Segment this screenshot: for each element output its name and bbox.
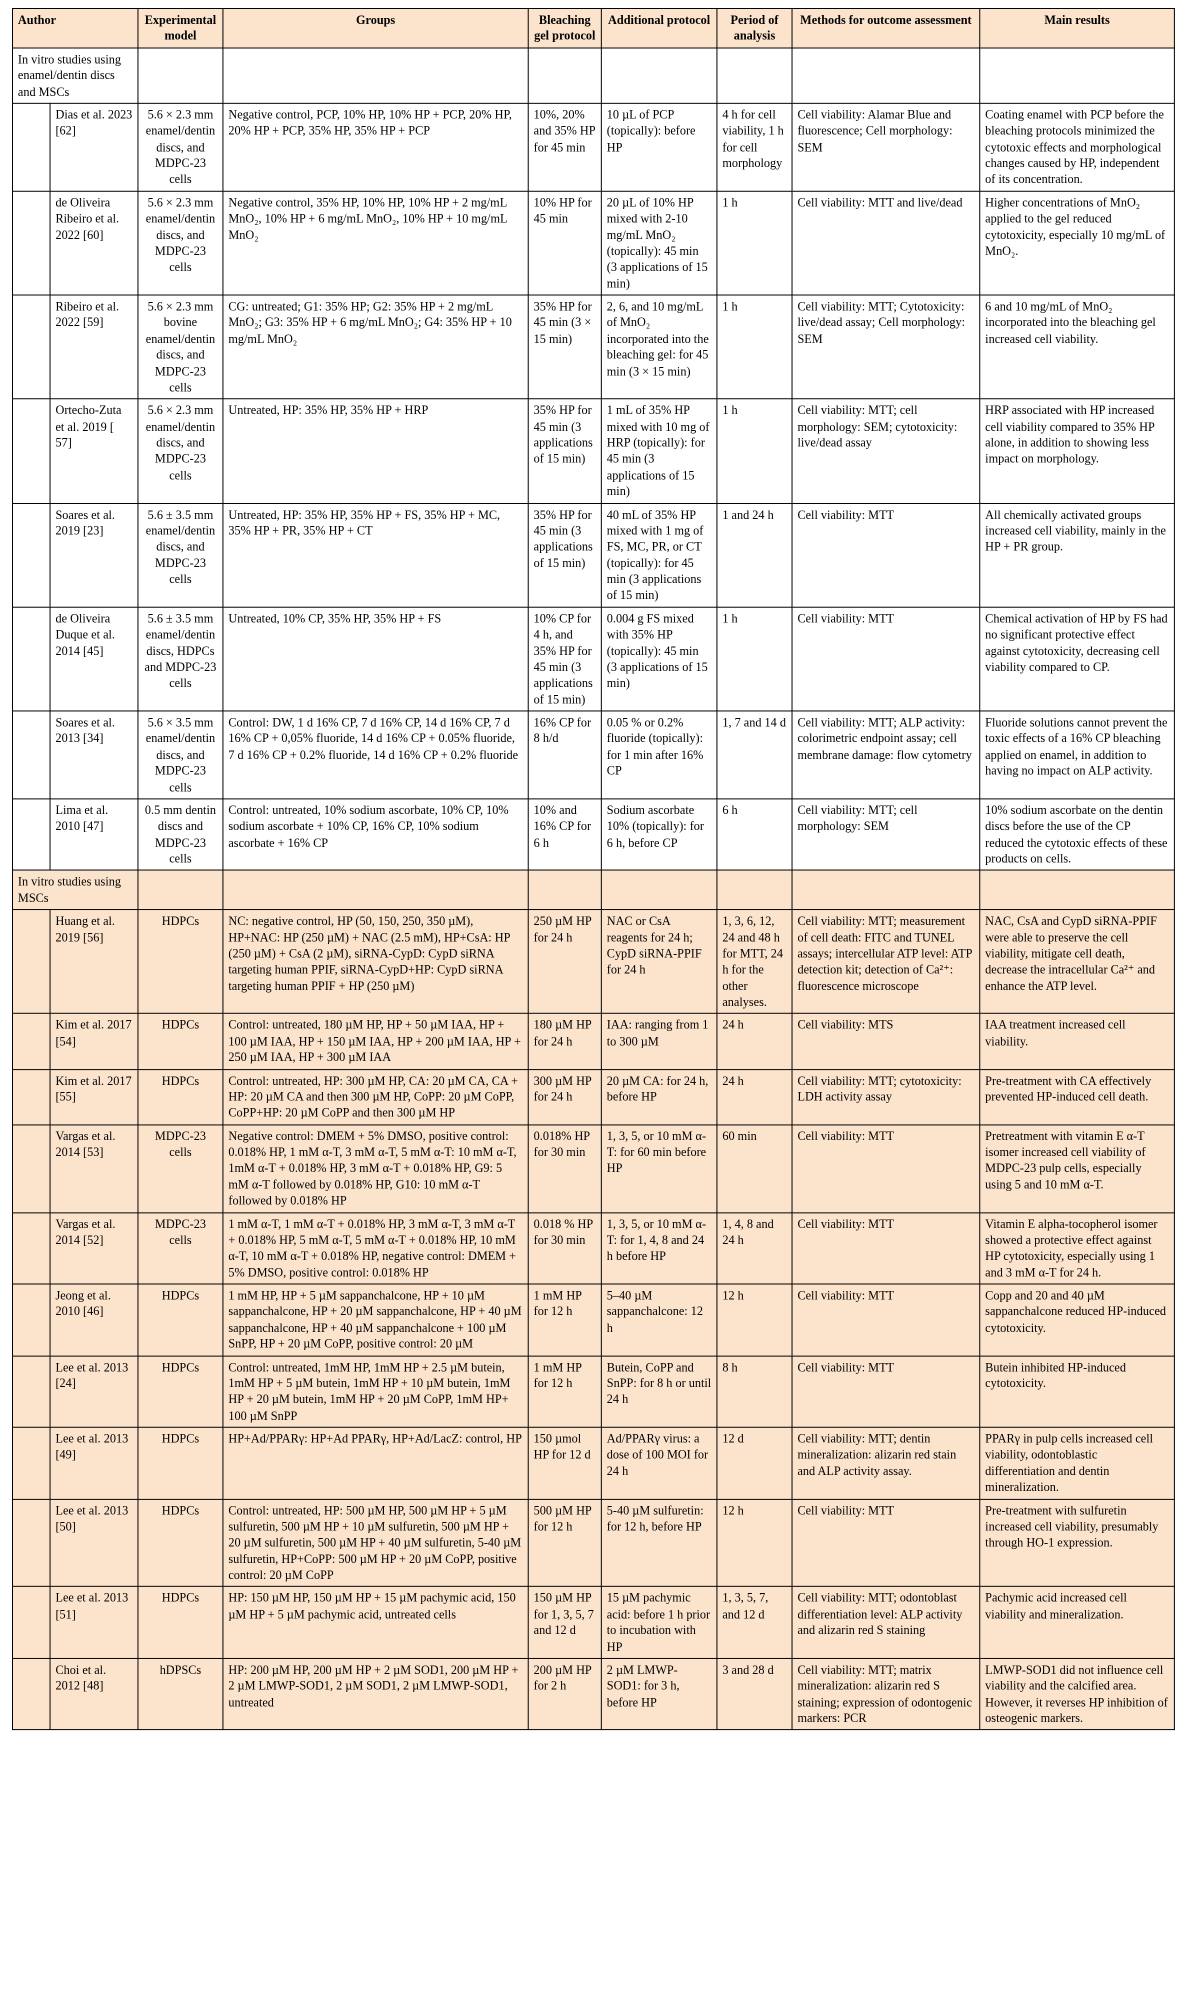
cell-main-results: Pachymic acid increased cell viability and mineralization.	[980, 1587, 1175, 1659]
cell-period: 1 h	[717, 607, 792, 711]
cell-experimental-model: 5.6 × 3.5 mm enamel/dentin discs, and MDPC-23 cells	[138, 711, 223, 799]
cell-author: Soares et al. 2019 [23]	[50, 503, 138, 607]
table-row	[12, 191, 1174, 295]
section-row	[12, 870, 1174, 909]
cell-methods: Cell viability: MTT; Cytotoxicity: live/dead assay; Cell morphology: SEM	[792, 295, 980, 399]
cell-groups: HP+Ad/PPARγ: HP+Ad PPARγ, HP+Ad/LacZ: control, HP	[223, 1427, 528, 1499]
cell-experimental-model: MDPC-23 cells	[138, 1212, 223, 1284]
cell-groups: Control: DW, 1 d 16% CP, 7 d 16% CP, 14 d 16% CP, 7 d 16% CP + 0,05% fluoride, 14 d 16% CP + 0.05% fluoride, 7 d 16% CP + 0.2% fluoride, 14 d 16% CP + 0.2% fluoride	[223, 711, 528, 799]
cell-main-results: HRP associated with HP increased cell viability compared to 35% HP alone, in addition to showing less impact on morphology.	[980, 399, 1175, 503]
cell-bleaching-protocol: 16% CP for 8 h/d	[528, 711, 601, 799]
cell-main-results: LMWP-SOD1 did not influence cell viability and the calcified area. However, it reverses HP inhibition of osteogenic markers.	[980, 1658, 1175, 1730]
cell-additional-protocol: 1 mL of 35% HP mixed with 10 mg of HRP (topically): for 45 min (3 applications of 15 min)	[601, 399, 717, 503]
indent-cell	[12, 1014, 50, 1069]
cell-experimental-model: HDPCs	[138, 1356, 223, 1428]
cell-main-results: 10% sodium ascorbate on the dentin discs before the use of the CP reduced the cytotoxic effects of these products on cells.	[980, 799, 1175, 871]
cell-experimental-model: HDPCs	[138, 1069, 223, 1124]
cell-period: 12 h	[717, 1284, 792, 1356]
table-row	[12, 103, 1174, 191]
column-header-bleaching-gel-protocol: Bleaching gel protocol	[528, 8, 601, 47]
cell-bleaching-protocol: 150 µmol HP for 12 d	[528, 1427, 601, 1499]
cell-methods: Cell viability: MTT; matrix mineralization: alizarin red S staining; expression of odontogenic markers: PCR	[792, 1658, 980, 1730]
cell-groups: 1 mM α-T, 1 mM α-T + 0.018% HP, 3 mM α-T, 3 mM α-T + 0.018% HP, 5 mM α-T, 5 mM α-T + 0.018% HP, 10 mM α-T, 10 mM α-T + 0.018% HP, negative control: DMEM + 5% DMSO, positive control: 0.018% HP	[223, 1212, 528, 1284]
cell-additional-protocol: Butein, CoPP and SnPP: for 8 h or until 24 h	[601, 1356, 717, 1428]
cell-methods: Cell viability: MTT and live/dead	[792, 191, 980, 295]
cell-additional-protocol: Sodium ascorbate 10% (topically): for 6 h, before CP	[601, 799, 717, 871]
cell-experimental-model: 5.6 ± 3.5 mm enamel/dentin discs, HDPCs and MDPC-23 cells	[138, 607, 223, 711]
cell-bleaching-protocol: 35% HP for 45 min (3 × 15 min)	[528, 295, 601, 399]
cell-additional-protocol: 15 µM pachymic acid: before 1 h prior to incubation with HP	[601, 1587, 717, 1659]
cell-methods: Cell viability: MTT; cell morphology: SEM; cytotoxicity: live/dead assay	[792, 399, 980, 503]
indent-cell	[12, 799, 50, 871]
table-row	[12, 1069, 1174, 1124]
empty-cell	[528, 48, 601, 103]
cell-groups: CG: untreated; G1: 35% HP; G2: 35% HP + 2 mg/mL MnO₂; G3: 35% HP + 6 mg/mL MnO₂; G4: 35% HP + 10 mg/mL MnO₂	[223, 295, 528, 399]
cell-period: 1 and 24 h	[717, 503, 792, 607]
cell-period: 60 min	[717, 1125, 792, 1213]
cell-experimental-model: HDPCs	[138, 1587, 223, 1659]
cell-main-results: Copp and 20 and 40 µM sappanchalcone reduced HP-induced cytotoxicity.	[980, 1284, 1175, 1356]
cell-experimental-model: 5.6 × 2.3 mm enamel/dentin discs, and MDPC-23 cells	[138, 103, 223, 191]
cell-groups: Control: untreated, HP: 500 µM HP, 500 µM HP + 5 µM sulfuretin, 500 µM HP + 10 µM sulfuretin, 500 µM HP + 20 µM sulfuretin, 500 µM HP + 40 µM sulfuretin, 5-40 µM sulfuretin, HP+CoPP: 500 µM HP + 20 µM CoPP, positive control: 20 µM CoPP	[223, 1499, 528, 1587]
cell-experimental-model: HDPCs	[138, 1427, 223, 1499]
cell-bleaching-protocol: 0.018% HP for 30 min	[528, 1125, 601, 1213]
indent-cell	[12, 1069, 50, 1124]
cell-main-results: All chemically activated groups increased cell viability, mainly in the HP + PR group.	[980, 503, 1175, 607]
cell-period: 4 h for cell viability, 1 h for cell morphology	[717, 103, 792, 191]
cell-additional-protocol: 40 mL of 35% HP mixed with 1 mg of FS, MC, PR, or CT (topically): for 45 min (3 applications of 15 min)	[601, 503, 717, 607]
indent-cell	[12, 1125, 50, 1213]
cell-methods: Cell viability: MTT	[792, 1125, 980, 1213]
indent-cell	[12, 711, 50, 799]
cell-experimental-model: HDPCs	[138, 1284, 223, 1356]
cell-groups: Control: untreated, 1mM HP, 1mM HP + 2.5 µM butein, 1mM HP + 5 µM butein, 1mM HP + 10 µM butein, 1mM HP + 20 µM butein, 1mM HP + 20 µM CoPP, 1mM HP+ 100 µM SnPP	[223, 1356, 528, 1428]
cell-author: Lima et al. 2010 [47]	[50, 799, 138, 871]
cell-period: 8 h	[717, 1356, 792, 1428]
cell-bleaching-protocol: 10% CP for 4 h, and 35% HP for 45 min (3 applications of 15 min)	[528, 607, 601, 711]
cell-experimental-model: HDPCs	[138, 1499, 223, 1587]
empty-cell	[601, 870, 717, 909]
empty-cell	[717, 48, 792, 103]
cell-additional-protocol: 20 µM CA: for 24 h, before HP	[601, 1069, 717, 1124]
cell-methods: Cell viability: MTT	[792, 503, 980, 607]
cell-groups: Control: untreated, 180 µM HP, HP + 50 µM IAA, HP + 100 µM IAA, HP + 150 µM IAA, HP + 200 µM IAA, HP + 250 µM IAA, HP + 300 µM IAA	[223, 1014, 528, 1069]
cell-methods: Cell viability: MTT	[792, 607, 980, 711]
cell-methods: Cell viability: MTT	[792, 1499, 980, 1587]
cell-main-results: Pre-treatment with sulfuretin increased cell viability, presumably through HO-1 expression.	[980, 1499, 1175, 1587]
cell-period: 12 h	[717, 1499, 792, 1587]
cell-period: 3 and 28 d	[717, 1658, 792, 1730]
cell-additional-protocol: 1, 3, 5, or 10 mM α-T: for 1, 4, 8 and 24 h before HP	[601, 1212, 717, 1284]
cell-groups: Untreated, HP: 35% HP, 35% HP + HRP	[223, 399, 528, 503]
cell-period: 1, 3, 5, 7, and 12 d	[717, 1587, 792, 1659]
cell-groups: Control: untreated, 10% sodium ascorbate, 10% CP, 10% sodium ascorbate + 10% CP, 16% CP, 10% sodium ascorbate + 16% CP	[223, 799, 528, 871]
cell-methods: Cell viability: MTT	[792, 1212, 980, 1284]
cell-author: Dias et al. 2023 [62]	[50, 103, 138, 191]
indent-cell	[12, 399, 50, 503]
cell-bleaching-protocol: 500 µM HP for 12 h	[528, 1499, 601, 1587]
empty-cell	[223, 870, 528, 909]
column-header-author: Author	[12, 8, 137, 47]
cell-experimental-model: 0.5 mm dentin discs and MDPC-23 cells	[138, 799, 223, 871]
table-row	[12, 1125, 1174, 1213]
indent-cell	[12, 1499, 50, 1587]
cell-experimental-model: 5.6 ± 3.5 mm enamel/dentin discs, and MDPC-23 cells	[138, 503, 223, 607]
cell-methods: Cell viability: MTT	[792, 1284, 980, 1356]
cell-methods: Cell viability: MTT; cell morphology: SEM	[792, 799, 980, 871]
cell-bleaching-protocol: 150 µM HP for 1, 3, 5, 7 and 12 d	[528, 1587, 601, 1659]
column-header-experimental-model: Experimental model	[138, 8, 223, 47]
cell-bleaching-protocol: 250 µM HP for 24 h	[528, 910, 601, 1014]
cell-bleaching-protocol: 1 mM HP for 12 h	[528, 1284, 601, 1356]
table-row	[12, 399, 1174, 503]
table-row	[12, 1014, 1174, 1069]
cell-bleaching-protocol: 0.018 % HP for 30 min	[528, 1212, 601, 1284]
cell-groups: Negative control, PCP, 10% HP, 10% HP + PCP, 20% HP, 20% HP + PCP, 35% HP, 35% HP + PCP	[223, 103, 528, 191]
indent-cell	[12, 1658, 50, 1730]
cell-author: Lee et al. 2013 [24]	[50, 1356, 138, 1428]
cell-period: 1, 7 and 14 d	[717, 711, 792, 799]
cell-groups: Untreated, HP: 35% HP, 35% HP + FS, 35% HP + MC, 35% HP + PR, 35% HP + CT	[223, 503, 528, 607]
table-row	[12, 1658, 1174, 1730]
cell-author: Ortecho-Zuta et al. 2019 [ 57]	[50, 399, 138, 503]
indent-cell	[12, 1212, 50, 1284]
cell-author: Soares et al. 2013 [34]	[50, 711, 138, 799]
indent-cell	[12, 503, 50, 607]
cell-groups: Negative control: DMEM + 5% DMSO, positive control: 0.018% HP, 1 mM α-T, 3 mM α-T, 5 mM α-T: 10 mM α-T, 1mM α-T + 0.018% HP, 3 mM α-T + 0.018% HP, G9: 5 mM α-T followed by 0.018% HP, G10: 10 mM α-T followed by 0.018% HP	[223, 1125, 528, 1213]
cell-bleaching-protocol: 300 µM HP for 24 h	[528, 1069, 601, 1124]
cell-period: 1, 4, 8 and 24 h	[717, 1212, 792, 1284]
table-body	[12, 48, 1174, 1730]
cell-bleaching-protocol: 180 µM HP for 24 h	[528, 1014, 601, 1069]
indent-cell	[12, 1356, 50, 1428]
indent-cell	[12, 295, 50, 399]
cell-main-results: Butein inhibited HP-induced cytotoxicity.	[980, 1356, 1175, 1428]
cell-author: de Oliveira Duque et al. 2014 [45]	[50, 607, 138, 711]
cell-additional-protocol: IAA: ranging from 1 to 300 µM	[601, 1014, 717, 1069]
column-header-methods: Methods for outcome assessment	[792, 8, 980, 47]
cell-main-results: Pretreatment with vitamin E α-T isomer increased cell viability of MDPC-23 pulp cells, especially using 5 and 10 mM α-T.	[980, 1125, 1175, 1213]
cell-methods: Cell viability: Alamar Blue and fluorescence; Cell morphology: SEM	[792, 103, 980, 191]
cell-main-results: Coating enamel with PCP before the bleaching protocols minimized the cytotoxic effects and morphological changes caused by HP, independent of its concentration.	[980, 103, 1175, 191]
column-header-additional-protocol: Additional protocol	[601, 8, 717, 47]
cell-methods: Cell viability: MTT; dentin mineralization: alizarin red stain and ALP activity assay.	[792, 1427, 980, 1499]
empty-cell	[792, 870, 980, 909]
cell-period: 1 h	[717, 399, 792, 503]
cell-additional-protocol: 0.004 g FS mixed with 35% HP (topically): 45 min (3 applications of 15 min)	[601, 607, 717, 711]
cell-experimental-model: hDPSCs	[138, 1658, 223, 1730]
empty-cell	[717, 870, 792, 909]
table-row	[12, 910, 1174, 1014]
cell-additional-protocol: NAC or CsA reagents for 24 h; CypD siRNA-PPIF for 24 h	[601, 910, 717, 1014]
cell-groups: Control: untreated, HP: 300 µM HP, CA: 20 µM CA, CA + HP: 20 µM CA and then 300 µM HP, CoPP: 20 µM CoPP, CoPP+HP: 20 µM CoPP and then 300 µM HP	[223, 1069, 528, 1124]
empty-cell	[528, 870, 601, 909]
cell-period: 1 h	[717, 295, 792, 399]
cell-main-results: Chemical activation of HP by FS had no significant protective effect against cytotoxicity, decreasing cell viability compared to CP.	[980, 607, 1175, 711]
cell-author: Ribeiro et al. 2022 [59]	[50, 295, 138, 399]
cell-groups: HP: 150 µM HP, 150 µM HP + 15 µM pachymic acid, 150 µM HP + 5 µM pachymic acid, untreated cells	[223, 1587, 528, 1659]
table-row	[12, 1356, 1174, 1428]
cell-author: Huang et al. 2019 [56]	[50, 910, 138, 1014]
section-title: In vitro studies using MSCs	[12, 870, 137, 909]
indent-cell	[12, 607, 50, 711]
cell-methods: Cell viability: MTT; odontoblast differentiation level: ALP activity and alizarin red S staining	[792, 1587, 980, 1659]
cell-bleaching-protocol: 10% and 16% CP for 6 h	[528, 799, 601, 871]
cell-author: Vargas et al. 2014 [52]	[50, 1212, 138, 1284]
cell-main-results: IAA treatment increased cell viability.	[980, 1014, 1175, 1069]
cell-additional-protocol: 2 µM LMWP-SOD1: for 3 h, before HP	[601, 1658, 717, 1730]
cell-groups: Untreated, 10% CP, 35% HP, 35% HP + FS	[223, 607, 528, 711]
cell-additional-protocol: Ad/PPARγ virus: a dose of 100 MOI for 24 h	[601, 1427, 717, 1499]
table-row	[12, 295, 1174, 399]
cell-bleaching-protocol: 10% HP for 45 min	[528, 191, 601, 295]
cell-author: Jeong et al. 2010 [46]	[50, 1284, 138, 1356]
cell-additional-protocol: 5-40 µM sulfuretin: for 12 h, before HP	[601, 1499, 717, 1587]
table-row	[12, 607, 1174, 711]
empty-cell	[223, 48, 528, 103]
indent-cell	[12, 103, 50, 191]
cell-period: 1 h	[717, 191, 792, 295]
cell-additional-protocol: 0.05 % or 0.2% fluoride (topically): for 1 min after 16% CP	[601, 711, 717, 799]
column-header-groups: Groups	[223, 8, 528, 47]
cell-author: Kim et al. 2017 [55]	[50, 1069, 138, 1124]
cell-groups: HP: 200 µM HP, 200 µM HP + 2 µM SOD1, 200 µM HP + 2 µM LMWP-SOD1, 2 µM SOD1, 2 µM LMWP-SOD1, untreated	[223, 1658, 528, 1730]
table-header-row	[12, 8, 1174, 47]
cell-additional-protocol: 5–40 µM sappanchalcone: 12 h	[601, 1284, 717, 1356]
cell-period: 12 d	[717, 1427, 792, 1499]
cell-author: de Oliveira Ribeiro et al. 2022 [60]	[50, 191, 138, 295]
cell-methods: Cell viability: MTS	[792, 1014, 980, 1069]
empty-cell	[980, 870, 1175, 909]
indent-cell	[12, 910, 50, 1014]
cell-additional-protocol: 20 µL of 10% HP mixed with 2-10 mg/mL MnO₂ (topically): 45 min (3 applications of 15 min)	[601, 191, 717, 295]
cell-groups: NC: negative control, HP (50, 150, 250, 350 µM), HP+NAC: HP (250 µM) + NAC (2.5 mM), HP+CsA: HP (250 µM) + CsA (2 µM), siRNA-CypD: CypD siRNA targeting human PPIF, siRNA-CypD+HP: CypD siRNA targeting human PPIF + HP (250 µM)	[223, 910, 528, 1014]
indent-cell	[12, 1427, 50, 1499]
table-row	[12, 1587, 1174, 1659]
indent-cell	[12, 1587, 50, 1659]
cell-author: Vargas et al. 2014 [53]	[50, 1125, 138, 1213]
table-row	[12, 1427, 1174, 1499]
indent-cell	[12, 1284, 50, 1356]
cell-main-results: 6 and 10 mg/mL of MnO₂ incorporated into the bleaching gel increased cell viability.	[980, 295, 1175, 399]
table-row	[12, 1212, 1174, 1284]
cell-experimental-model: 5.6 × 2.3 mm enamel/dentin discs, and MDPC-23 cells	[138, 399, 223, 503]
cell-bleaching-protocol: 10%, 20% and 35% HP for 45 min	[528, 103, 601, 191]
cell-period: 6 h	[717, 799, 792, 871]
cell-methods: Cell viability: MTT; measurement of cell death: FITC and TUNEL assays; intercellular ATP level: ATP detection kit; detection of Ca²⁺: fluorescence microscope	[792, 910, 980, 1014]
cell-bleaching-protocol: 1 mM HP for 12 h	[528, 1356, 601, 1428]
empty-cell	[138, 870, 223, 909]
section-row	[12, 48, 1174, 103]
cell-additional-protocol: 10 µL of PCP (topically): before HP	[601, 103, 717, 191]
section-title: In vitro studies using enamel/dentin discs and MSCs	[12, 48, 137, 103]
cell-main-results: Fluoride solutions cannot prevent the toxic effects of a 16% CP bleaching applied on enamel, in addition to having no impact on ALP activity.	[980, 711, 1175, 799]
cell-groups: 1 mM HP, HP + 5 µM sappanchalcone, HP + 10 µM sappanchalcone, HP + 20 µM sappanchalcone, HP + 40 µM sappanchalcone, HP + 40 µM sappanchalcone + 100 µM SnPP, HP + 20 µM CoPP, positive control: 20 µM	[223, 1284, 528, 1356]
cell-additional-protocol: 2, 6, and 10 mg/mL of MnO₂ incorporated into the bleaching gel: for 45 min (3 × 15 min)	[601, 295, 717, 399]
cell-period: 24 h	[717, 1069, 792, 1124]
cell-groups: Negative control, 35% HP, 10% HP, 10% HP + 2 mg/mL MnO₂, 10% HP + 6 mg/mL MnO₂, 10% HP + 10 mg/mL MnO₂	[223, 191, 528, 295]
table-row	[12, 1499, 1174, 1587]
cell-main-results: NAC, CsA and CypD siRNA-PPIF were able to preserve the cell viability, mitigate cell death, decrease the intracellular Ca²⁺ and enhance the ATP level.	[980, 910, 1175, 1014]
cell-experimental-model: 5.6 × 2.3 mm enamel/dentin discs, and MDPC-23 cells	[138, 191, 223, 295]
studies-table	[12, 8, 1175, 1730]
cell-main-results: PPARγ in pulp cells increased cell viability, odontoblastic differentiation and dentin mineralization.	[980, 1427, 1175, 1499]
cell-main-results: Vitamin E alpha-tocopherol isomer showed a protective effect against HP cytotoxicity, especially using 1 and 3 mM α-T for 24 h.	[980, 1212, 1175, 1284]
review-table-page	[12, 8, 1174, 1980]
empty-cell	[601, 48, 717, 103]
cell-main-results: Pre-treatment with CA effectively prevented HP-induced cell death.	[980, 1069, 1175, 1124]
cell-bleaching-protocol: 35% HP for 45 min (3 applications of 15 min)	[528, 503, 601, 607]
table-row	[12, 799, 1174, 871]
table-row	[12, 503, 1174, 607]
empty-cell	[138, 48, 223, 103]
cell-author: Choi et al. 2012 [48]	[50, 1658, 138, 1730]
cell-author: Lee et al. 2013 [50]	[50, 1499, 138, 1587]
cell-author: Lee et al. 2013 [49]	[50, 1427, 138, 1499]
table-row	[12, 711, 1174, 799]
cell-bleaching-protocol: 35% HP for 45 min (3 applications of 15 min)	[528, 399, 601, 503]
cell-additional-protocol: 1, 3, 5, or 10 mM α-T: for 60 min before HP	[601, 1125, 717, 1213]
column-header-period-of-analysis: Period of analysis	[717, 8, 792, 47]
cell-author: Kim et al. 2017 [54]	[50, 1014, 138, 1069]
column-header-main-results: Main results	[980, 8, 1175, 47]
cell-author: Lee et al. 2013 [51]	[50, 1587, 138, 1659]
indent-cell	[12, 191, 50, 295]
empty-cell	[792, 48, 980, 103]
cell-period: 24 h	[717, 1014, 792, 1069]
cell-experimental-model: HDPCs	[138, 1014, 223, 1069]
cell-experimental-model: MDPC-23 cells	[138, 1125, 223, 1213]
cell-main-results: Higher concentrations of MnO₂ applied to the gel reduced cytotoxicity, especially 10 mg/mL of MnO₂.	[980, 191, 1175, 295]
cell-methods: Cell viability: MTT; ALP activity: colorimetric endpoint assay; cell membrane damage: flow cytometry	[792, 711, 980, 799]
cell-period: 1, 3, 6, 12, 24 and 48 h for MTT, 24 h for the other analyses.	[717, 910, 792, 1014]
cell-bleaching-protocol: 200 µM HP for 2 h	[528, 1658, 601, 1730]
cell-methods: Cell viability: MTT; cytotoxicity: LDH activity assay	[792, 1069, 980, 1124]
cell-experimental-model: HDPCs	[138, 910, 223, 1014]
cell-methods: Cell viability: MTT	[792, 1356, 980, 1428]
cell-experimental-model: 5.6 × 2.3 mm bovine enamel/dentin discs, and MDPC-23 cells	[138, 295, 223, 399]
empty-cell	[980, 48, 1175, 103]
table-row	[12, 1284, 1174, 1356]
